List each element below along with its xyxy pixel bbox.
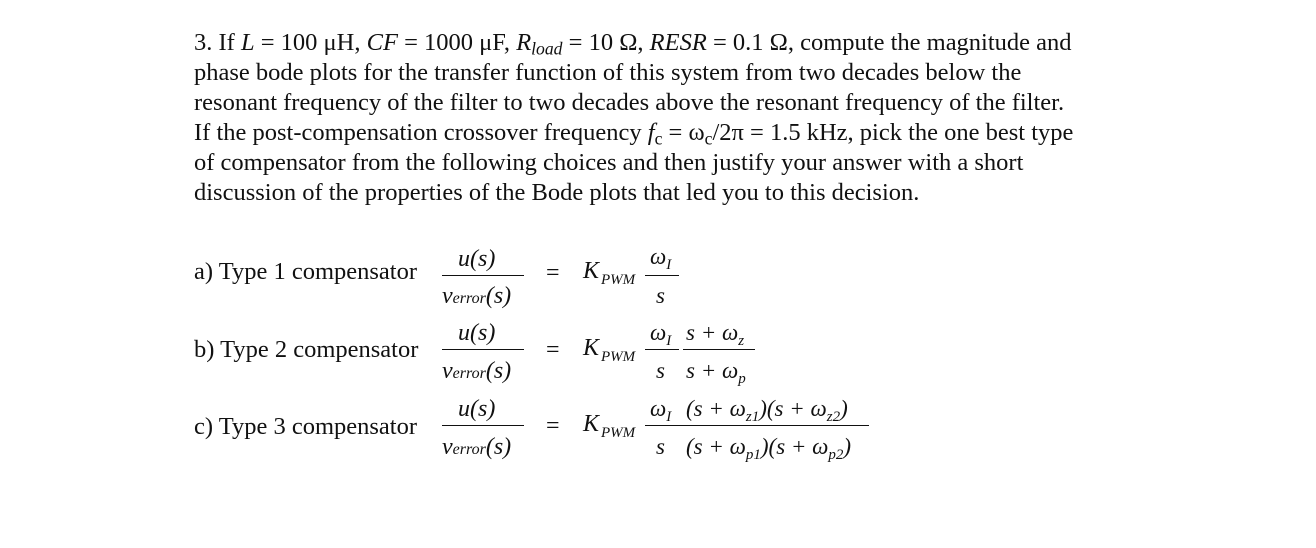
esr-symbol: RESR: [649, 29, 707, 56]
gain-subscript: PWM: [601, 272, 636, 288]
omega-subscript: c: [704, 128, 713, 149]
pole-term: s + ω: [686, 358, 739, 383]
load-resistance-subscript: load: [531, 38, 563, 59]
omega-symbol: ω: [650, 320, 667, 345]
omega-subscript: I: [666, 409, 672, 425]
option-c-label: c) Type 3 compensator: [194, 413, 418, 440]
pole-subscript-1: p1: [745, 447, 761, 463]
option-c-gain: [583, 411, 636, 441]
s-argument: (s): [485, 283, 512, 309]
option-c-fraction-bar: [442, 425, 524, 426]
problem-line-4: [194, 118, 1194, 148]
gain-symbol: K: [583, 258, 600, 284]
error-subscript: error: [452, 441, 486, 458]
error-subscript: error: [452, 290, 486, 307]
option-c-tf-numerator-a: [650, 396, 672, 425]
option-a-gain: [583, 258, 636, 288]
zero-subscript-2: z2: [826, 409, 841, 425]
option-a-tf-numerator: [650, 244, 672, 273]
option-a-equals: =: [546, 260, 560, 286]
crossover-frequency-subscript: c: [654, 128, 663, 149]
s-argument: (s): [485, 434, 512, 460]
omega-subscript: I: [666, 333, 672, 349]
option-c-numerator: u(s): [458, 396, 496, 422]
zero-term-2: )(s + ω: [759, 396, 827, 421]
pole-subscript-2: p2: [828, 447, 844, 463]
option-b-tf-denominator-a: s: [656, 358, 665, 383]
zero-term-1: (s + ω: [686, 396, 746, 421]
problem-line-5: of compensator from the following choices and then justify your answer with a short: [194, 149, 1024, 176]
gain-subscript: PWM: [601, 349, 636, 365]
option-b-equals: =: [546, 337, 560, 363]
option-a-tf-bar: [645, 275, 679, 276]
v-symbol: v: [442, 358, 453, 384]
option-a-tf-denominator: s: [656, 283, 665, 308]
option-c-tf-bar: [645, 425, 869, 426]
option-c-tf-numerator-b: [686, 396, 848, 425]
option-b-tf-numerator-b: [686, 320, 745, 349]
option-b-fraction-bar: [442, 349, 524, 350]
gain-subscript: PWM: [601, 425, 636, 441]
option-a-label: a) Type 1 compensator: [194, 258, 418, 285]
crossover-text: If the post-compensation crossover frequency: [194, 119, 648, 146]
zero-term: s + ω: [686, 320, 739, 345]
capacitance-symbol: CF: [366, 29, 398, 56]
esr-value: = 0.1 Ω, compute the magnitude and: [706, 29, 1072, 56]
option-a-numerator: u(s): [458, 246, 496, 272]
pole-term-2: )(s + ω: [760, 434, 829, 459]
zero-subscript-1: z1: [745, 409, 760, 425]
pole-subscript: p: [738, 371, 746, 387]
problem-prefix: 3. If: [194, 29, 241, 56]
option-b-tf-bar-b: [683, 349, 755, 350]
problem-line-1: [194, 28, 1194, 58]
option-a-denominator: [442, 283, 511, 310]
option-c-tf-denominator-a: s: [656, 434, 665, 459]
crossover-value-text: /2π = 1.5 kHz, pick the one best type: [712, 119, 1074, 146]
option-c-denominator: [442, 434, 511, 461]
inductance-value: = 100 μH,: [254, 29, 367, 56]
v-symbol: v: [442, 434, 453, 460]
omega-equation: = ω: [662, 119, 705, 146]
option-b-tf-denominator-b: [686, 358, 746, 387]
zero-subscript: z: [738, 333, 745, 349]
gain-symbol: K: [583, 411, 600, 437]
problem-line-6: discussion of the properties of the Bode plots that led you to this decision.: [194, 179, 920, 206]
omega-symbol: ω: [650, 244, 667, 269]
error-subscript: error: [452, 365, 486, 382]
option-c-tf-denominator-b: [686, 434, 852, 463]
load-resistance-symbol: R: [516, 29, 532, 56]
option-b-label: b) Type 2 compensator: [194, 336, 419, 363]
option-b-gain: [583, 335, 636, 365]
problem-line-2: phase bode plots for the transfer function of this system from two decades below the: [194, 59, 1022, 86]
option-b-numerator: u(s): [458, 320, 496, 346]
option-b-denominator: [442, 358, 511, 385]
capacitance-value: = 1000 μF,: [397, 29, 517, 56]
inductance-symbol: L: [240, 29, 255, 56]
gain-symbol: K: [583, 335, 600, 361]
closing-paren: ): [840, 396, 848, 421]
omega-symbol: ω: [650, 396, 667, 421]
pole-term-1: (s + ω: [686, 434, 746, 459]
option-a-fraction-bar: [442, 275, 524, 276]
load-resistance-value: = 10 Ω,: [562, 29, 650, 56]
option-b-tf-numerator-a: [650, 320, 672, 349]
crossover-frequency-symbol: f: [647, 119, 655, 146]
problem-line-3: resonant frequency of the filter to two decades above the resonant frequency of the filter.: [194, 89, 1065, 116]
problem-statement: [194, 28, 1194, 208]
option-b-tf-bar-a: [645, 349, 679, 350]
v-symbol: v: [442, 283, 453, 309]
closing-paren: ): [843, 434, 852, 459]
omega-subscript: I: [666, 257, 672, 273]
s-argument: (s): [485, 358, 512, 384]
option-c-equals: =: [546, 413, 560, 439]
